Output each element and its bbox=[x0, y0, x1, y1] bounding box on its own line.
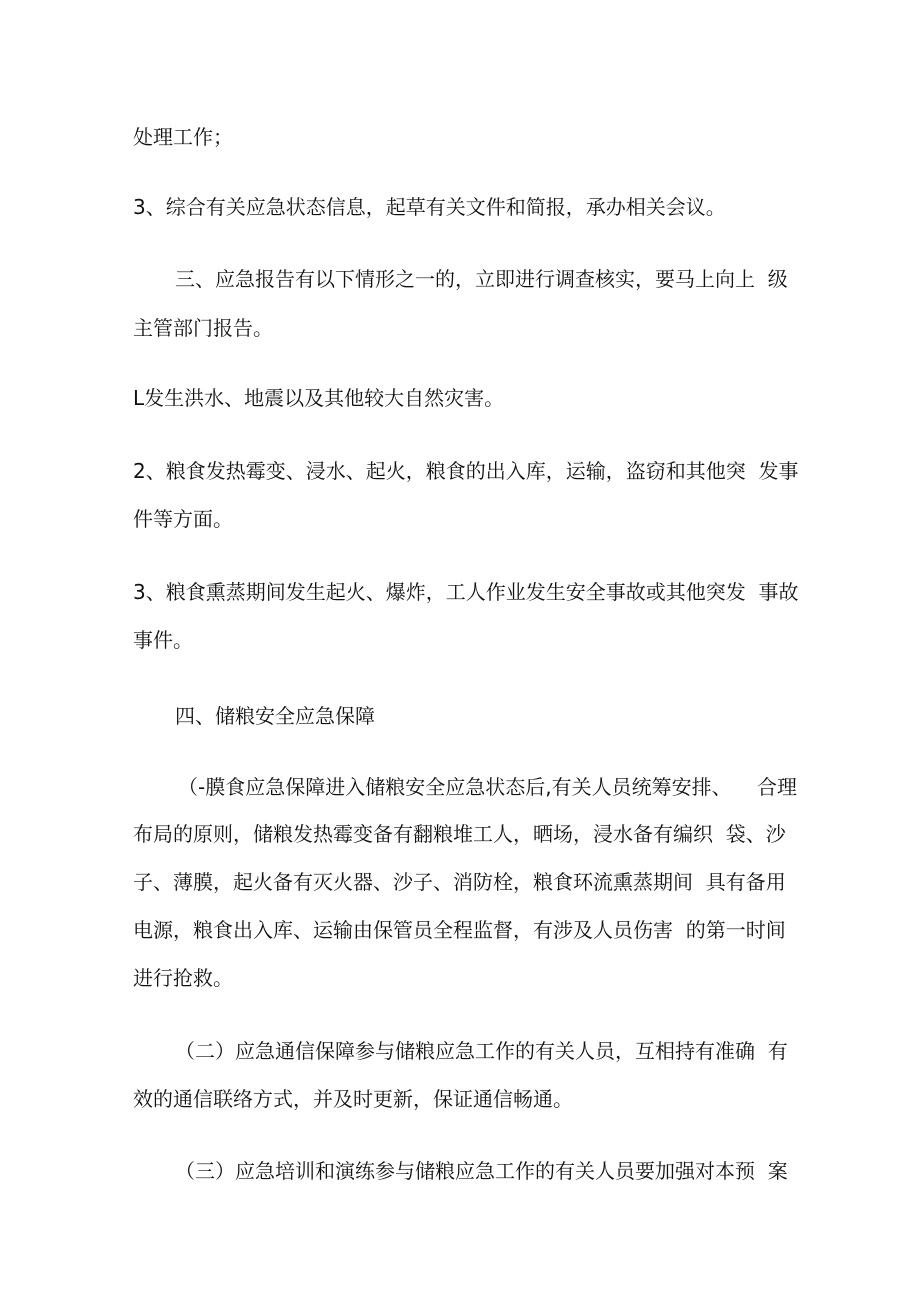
text-line: （二）应急通信保障参与储粮应急工作的有关人员，互相持有准确 有 bbox=[175, 1039, 788, 1063]
text-line: 效的通信联络方式，并及时更新，保证通信畅通。 bbox=[133, 1087, 573, 1111]
text-line: 布局的原则，储粮发热霉变备有翻粮堆工人，晒场，浸水备有编织 袋、沙 bbox=[133, 822, 786, 846]
text-line: 3、粮食熏蒸期间发生起火、爆炸，工人作业发生安全事故或其他突发 事故 bbox=[133, 580, 799, 604]
text-line: 子、薄膜，起火备有灭火器、沙子、消防栓，粮食环流熏蒸期间 具有备用 bbox=[133, 870, 786, 894]
text-line: 进行抢救。 bbox=[133, 966, 233, 990]
text-line: （三）应急培训和演练参与储粮应急工作的有关人员要加强对本预 案 bbox=[175, 1159, 788, 1183]
text-line: 处理工作； bbox=[133, 125, 233, 149]
section-heading: 四、储粮安全应急保障 bbox=[175, 704, 375, 728]
section-heading: 三、应急报告有以下情形之一的，立即进行调查核实，要马上向上 级 bbox=[175, 267, 788, 291]
text-line: 2、粮食发热霉变、浸水、起火，粮食的出入库，运输，盗窃和其他突 发事 bbox=[133, 459, 799, 483]
text-line: 件等方面。 bbox=[133, 507, 233, 531]
text-line: 事件。 bbox=[133, 628, 193, 652]
text-line: 主管部门报告。 bbox=[133, 316, 273, 340]
text-line: （-膜食应急保障进入储粮安全应急状态后,有关人员统筹安排、 合理 bbox=[178, 775, 798, 799]
text-line: L发生洪水、地震以及其他较大自然灾害。 bbox=[133, 386, 505, 410]
text-line: 3、综合有关应急状态信息，起草有关文件和简报，承办相关会议。 bbox=[133, 195, 726, 219]
text-line: 电源，粮食出入库、运输由保管员全程监督，有涉及人员伤害 的第一时间 bbox=[133, 918, 786, 942]
